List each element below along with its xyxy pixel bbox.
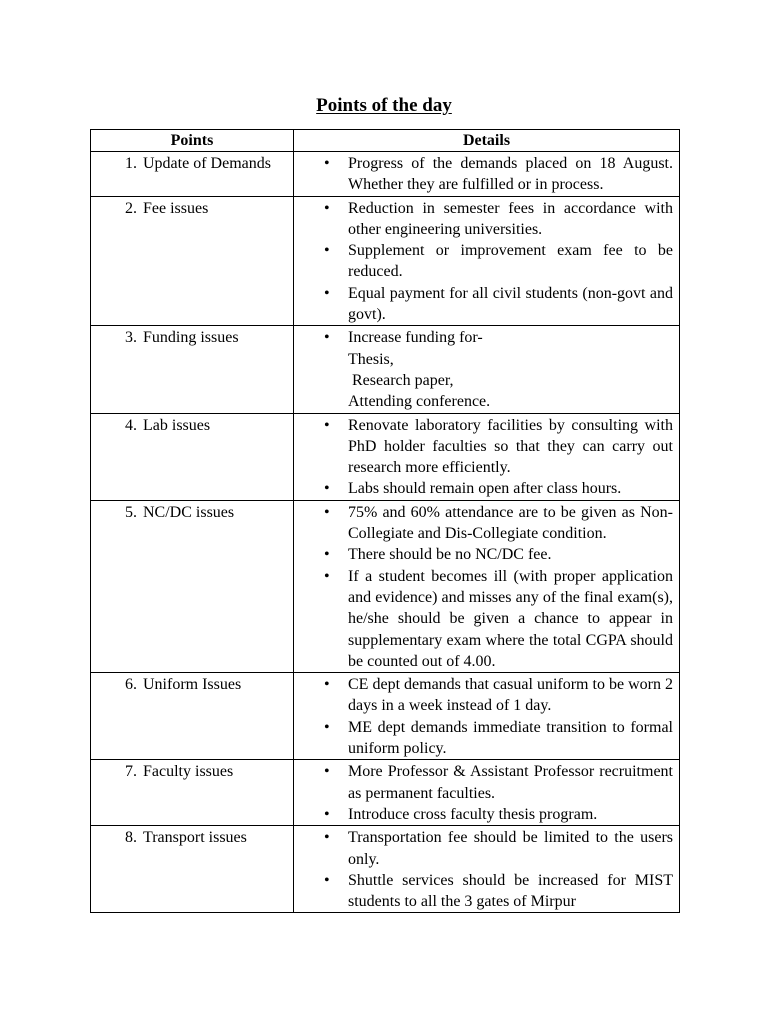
details-column-header: Details <box>294 130 680 152</box>
detail-bullet-item: • Supplement or improvement exam fee to be reduced. <box>294 240 673 283</box>
point-cell <box>91 326 294 413</box>
point-number: 4. <box>125 416 137 434</box>
table-row <box>91 196 680 326</box>
detail-bullet-item: • Labs should remain open after class hours. <box>294 478 673 499</box>
detail-list <box>294 826 679 912</box>
page-title-text: Points of the day <box>316 95 452 116</box>
detail-bullet-item: • 75% and 60% attendance are to be given as Non-Collegiate and Dis-Collegiate condition. <box>294 502 673 545</box>
point-number: 6. <box>125 676 137 694</box>
point-number: 5. <box>125 503 137 521</box>
detail-list <box>294 673 679 759</box>
details-cell <box>294 413 680 500</box>
point-cell <box>91 196 294 326</box>
detail-bullet-item: • Progress of the demands placed on 18 August. Whether they are fulfilled or in process. <box>294 153 673 196</box>
detail-list <box>294 501 679 672</box>
detail-bullet-item: • Increase funding for- <box>294 327 673 348</box>
detail-list <box>294 197 679 326</box>
detail-bullet-item: • Introduce cross faculty thesis program. <box>294 804 673 825</box>
detail-bullet-item: • More Professor & Assistant Professor recruitment as permanent faculties. <box>294 761 673 804</box>
detail-list <box>294 760 679 825</box>
detail-sub-item: Thesis, <box>348 350 394 368</box>
table-row <box>91 326 680 413</box>
points-table <box>90 129 680 913</box>
detail-list <box>294 414 679 500</box>
detail-bullet-item: • Renovate laboratory facilities by consulting with PhD holder faculties so that they can carry out research more efficiently. <box>294 415 673 479</box>
point-label: NC/DC issues <box>143 503 235 521</box>
table-row <box>91 673 680 760</box>
table-body <box>91 152 680 913</box>
point-cell <box>91 152 294 197</box>
details-cell <box>294 500 680 672</box>
table-row <box>91 152 680 197</box>
point-cell <box>91 413 294 500</box>
detail-list <box>294 152 679 196</box>
detail-sub-item: Attending conference. <box>348 393 491 411</box>
point-cell <box>91 500 294 672</box>
point-number: 8. <box>125 829 137 847</box>
detail-sub-item: Research paper, <box>352 371 454 389</box>
details-cell <box>294 152 680 197</box>
table-row <box>91 760 680 826</box>
detail-bullet-item: • Transportation fee should be limited to the users only. <box>294 827 673 870</box>
point-cell <box>91 673 294 760</box>
point-label: Faculty issues <box>143 763 234 781</box>
detail-bullet-item: • Reduction in semester fees in accordance with other engineering universities. <box>294 198 673 241</box>
detail-bullet-item: • Equal payment for all civil students (non-govt and govt). <box>294 283 673 326</box>
detail-list <box>294 326 679 412</box>
details-cell <box>294 673 680 760</box>
detail-bullet-item: • There should be no NC/DC fee. <box>294 544 673 565</box>
details-cell <box>294 826 680 913</box>
point-number: 1. <box>125 155 137 172</box>
detail-bullet-item: • ME dept demands immediate transition to formal uniform policy. <box>294 717 673 760</box>
point-label: Update of Demands <box>143 155 271 172</box>
point-label: Uniform Issues <box>143 676 242 694</box>
page-title <box>0 94 768 118</box>
detail-bullet-item: • If a student becomes ill (with proper application and evidence) and misses any of the final exam(s), he/she should be given a chance to appear in supplementary exam where the total CGPA should be counted out of 4.00. <box>294 566 673 672</box>
point-label: Lab issues <box>143 416 211 434</box>
table-header-row <box>91 130 680 152</box>
details-cell <box>294 326 680 413</box>
details-cell <box>294 196 680 326</box>
point-number: 2. <box>125 199 137 217</box>
point-label: Funding issues <box>143 329 239 347</box>
detail-bullet-item: • CE dept demands that casual uniform to be worn 2 days in a week instead of 1 day. <box>294 674 673 717</box>
detail-bullet-item: • Shuttle services should be increased for MIST students to all the 3 gates of Mirpur <box>294 870 673 913</box>
details-cell <box>294 760 680 826</box>
table-row <box>91 826 680 913</box>
point-number: 7. <box>125 763 137 781</box>
table-row <box>91 500 680 672</box>
point-number: 3. <box>125 329 137 347</box>
point-cell <box>91 760 294 826</box>
table-row <box>91 413 680 500</box>
point-label: Transport issues <box>143 829 247 847</box>
point-label: Fee issues <box>143 199 209 217</box>
point-cell <box>91 826 294 913</box>
points-column-header: Points <box>91 130 294 152</box>
